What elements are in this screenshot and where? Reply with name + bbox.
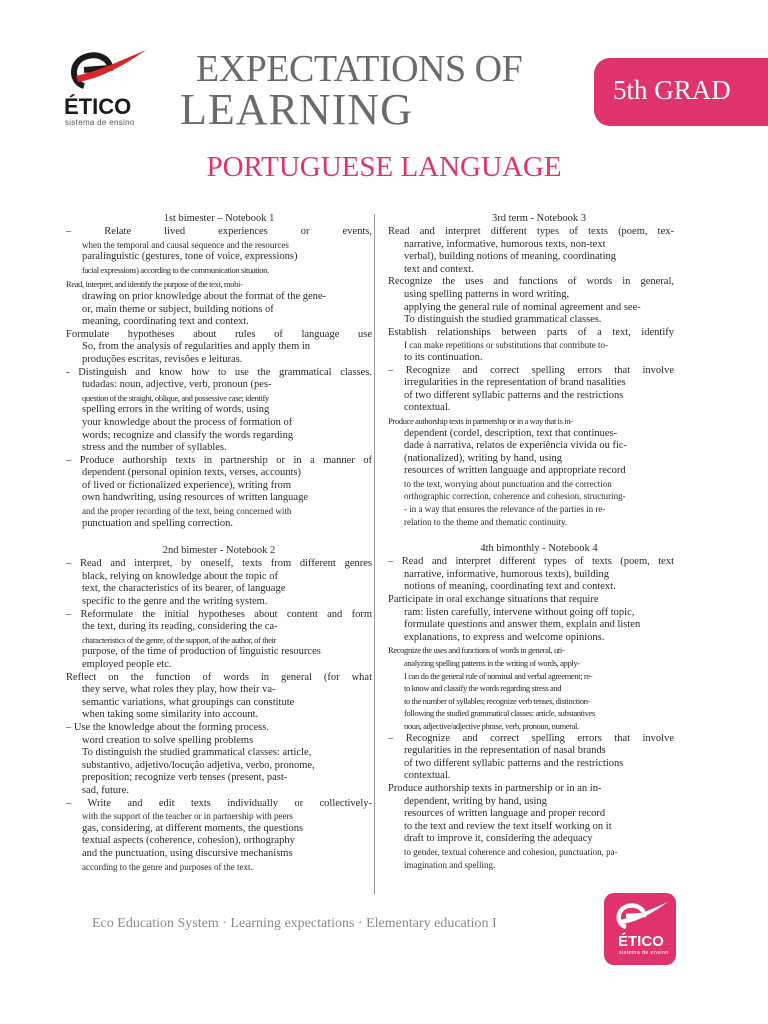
text-line: punctuation and spelling correction. (82, 517, 234, 529)
text-line: So, from the analysis of regularities and apply them in (82, 341, 311, 353)
text-line: – Produce authorship texts in partnership or in a manner of (66, 454, 372, 466)
text-line: specific to the genre and the writing system. (82, 596, 268, 608)
text-line: narrative, informative, humorous texts, non-text (404, 238, 606, 250)
logo-tagline: sistema de ensino (65, 118, 135, 127)
left-column (66, 212, 372, 887)
text-line: – Write and edit texts individually or collectively- (66, 797, 372, 809)
text-line: notions of meaning, coordinating text and context. (404, 581, 616, 593)
text-line: I can do the general rule of nominal and verbal agreement; re- (404, 670, 593, 681)
text-line: to its continuation. (404, 351, 483, 363)
text-line: semantic variations, what groupings can constitute (82, 696, 295, 708)
text-line: imagination and spelling. (404, 859, 496, 870)
text-line: noun, adjective/adjective phrase, verb, pronoun, numeral. (404, 720, 579, 731)
text-line: following the studied grammatical classes: article, substantives (404, 708, 595, 719)
text-line: with the support of the teacher or in partnership with peers (82, 811, 293, 822)
text-line: text and context. (404, 263, 474, 275)
text-line: To distinguish the studied grammatical classes. (404, 314, 602, 326)
text-line: Establish relationships between parts of a text, identify (388, 326, 674, 338)
text-line: (nationalized), writing by hand, using (404, 452, 563, 464)
text-line: Produce authorship texts in partnership or in a way that is in- (388, 415, 573, 426)
text-line: gas, considering, at different moments, the questions (82, 822, 304, 834)
text-line: when the temporal and causal sequence and the resources (82, 239, 289, 250)
text-line: – Reformulate the initial hypotheses about content and form (66, 608, 372, 620)
text-line: of two different syllabic patterns and the restrictions (404, 389, 624, 401)
text-line: dependent (cordel, description, text that continues- (404, 427, 618, 439)
text-line: narrative, informative, humorous texts), building (404, 568, 609, 580)
text-line: meaning, coordinating text and context. (82, 316, 249, 328)
text-line: employed people etc. (82, 659, 172, 670)
text-line: resources of written language and proper record (404, 808, 606, 820)
etico-logo (60, 46, 160, 126)
text-line: own handwriting, using resources of written language (82, 492, 308, 504)
text-line: when taking some similarity into account. (82, 709, 259, 721)
text-line: substantivo, adjetivo/locução adjetiva, verbo, pronome, (82, 759, 315, 771)
text-line: to the text, worrying about punctuation and the correction (404, 478, 612, 489)
text-line: ram: listen carefully, intervene without going off topic, (404, 606, 635, 618)
text-line: textual aspects (coherence, cohesion), orthography (82, 835, 295, 847)
text-line: dependent (personal opinion texts, verses, accounts) (82, 467, 301, 479)
text-line: Recognize the uses and functions of words in general, (388, 276, 674, 288)
text-line: Reflect on the function of words in general (for what (66, 671, 372, 683)
grade-label: 5th GRAD (613, 75, 731, 105)
text-line: analyzing spelling patterns in the writing of words, apply- (404, 658, 580, 668)
logo-wordmark: ÉTICO (618, 933, 664, 950)
text-line: produções escritas, revisões e leituras. (82, 353, 243, 365)
logo-wordmark: ÉTICO (64, 94, 132, 119)
text-line: text, the characteristics of its bearer, of language (82, 583, 286, 595)
text-line: word creation to solve spelling problems (82, 734, 254, 746)
text-line: question of the straight, oblique, and possessive case; identify (82, 392, 269, 403)
text-line: verbal), building notions of meaning, coordinating (404, 251, 616, 263)
text-line: – Recognize and correct spelling errors that involve (388, 364, 674, 376)
page-title-line2: LEARNING (180, 85, 413, 134)
grade-badge (594, 58, 768, 126)
text-line: dade à narrativa, relatos de experiência vivida ou fic- (404, 440, 628, 452)
text-line: tudadas: noun, adjective, verb, pronoun (pes- (82, 379, 272, 391)
text-line: relation to the theme and thematic continuity. (404, 516, 568, 527)
text-line: Read and interpret different types of texts (poem, tex- (388, 226, 674, 237)
section-title: 1st bimester – Notebook 1 (163, 213, 275, 224)
text-line: preposition; recognize verb tenses (present, past- (82, 772, 288, 784)
text-line: Participate in oral exchange situations that require (388, 594, 599, 606)
text-line: contextual. (404, 770, 451, 782)
text-line: to gender, textual coherence and cohesion, punctuation, pa- (404, 846, 618, 857)
page-title-line1: EXPECTATIONS OF (196, 48, 523, 90)
right-column (388, 212, 690, 885)
section-notebook-3 (388, 212, 690, 528)
text-line: – Read and interpret different types of texts (poem, text (388, 556, 674, 568)
text-line: – Recognize and correct spelling errors that involve (388, 732, 674, 744)
text-line: contextual. (404, 402, 451, 414)
footer-caption: Eco Education System · Learning expectations · Elementary education I (92, 916, 497, 931)
text-line: explanations, to express and welcome opinions. (404, 631, 605, 643)
section-notebook-1 (66, 212, 372, 530)
column-divider (374, 214, 375, 894)
text-line: words; recognize and classify the words regarding (82, 429, 294, 441)
section-title: 3rd term - Notebook 3 (492, 213, 586, 224)
text-line: Recognize the uses and functions of words in general, uti- (388, 645, 565, 656)
text-line: applying the general rule of nominal agreement and see- (404, 301, 641, 313)
text-line: facial expressions) according to the communication situation. (82, 264, 269, 275)
text-line: dependent, writing by hand, using (404, 795, 547, 807)
text-line: your knowledge about the process of formation of (82, 416, 293, 428)
text-line: regularities in the representation of nasal brands (404, 745, 606, 757)
text-line: black, relying on knowledge about the topic of (82, 570, 278, 582)
text-line: formulate questions and answer them, explain and listen (404, 619, 641, 631)
text-line: drawing on prior knowledge about the format of the gene- (82, 290, 327, 302)
text-line: Formulate hypotheses about rules of language use (66, 328, 372, 340)
text-line: spelling errors in the writing of words, using (82, 404, 270, 416)
text-line: of two different syllabic patterns and the restrictions (404, 757, 624, 769)
text-line: - Distinguish and know how to use the grammatical classes. (66, 366, 372, 378)
text-line: according to the genre and purposes of the text. (82, 861, 253, 872)
text-line: Read, interpret, and identify the purpose of the text, mobi- (66, 279, 243, 290)
section-notebook-4 (388, 542, 690, 871)
text-line: they serve, what roles they play, how their va- (82, 684, 276, 696)
text-line: – Read and interpret, by oneself, texts from different genres (66, 558, 372, 570)
text-line: draft to improve it, considering the adequacy (404, 833, 593, 845)
subject-heading: PORTUGUESE LANGUAGE (206, 151, 562, 183)
text-line: to the text and review the text itself working on it (404, 820, 612, 832)
text-line: orthographic correction, coherence and cohesion, structuring- (404, 491, 626, 502)
section-title: 4th bimonthly - Notebook 4 (480, 543, 598, 555)
text-line: I can make repetitions or substitutions that contribute to- (404, 340, 608, 351)
text-line: sad, future. (82, 784, 129, 796)
text-line: irregularities in the representation of brand nasalities (404, 377, 626, 389)
logo-tagline: sistema de ensino (619, 950, 669, 956)
text-line: Produce authorship texts in partnership or in an in- (388, 782, 602, 794)
text-line: and the punctuation, using discursive mechanisms (82, 847, 293, 859)
section-title: 2nd bimester - Notebook 2 (162, 545, 276, 557)
text-line: - in a way that ensures the relevance of the parties in re- (404, 504, 606, 515)
text-line: purpose, of the time of production of linguistic resources (82, 646, 321, 658)
logo-mark-icon (610, 899, 670, 935)
text-line: to the number of syllables; recognize verb tenses, distinction- (404, 695, 591, 706)
text-line: resources of written language and appropriate record (404, 465, 626, 477)
text-line: using spelling patterns in word writing, (404, 288, 570, 300)
text-line: characteristics of the genre, of the support, of the author, of their (82, 634, 276, 645)
text-line: To distinguish the studied grammatical classes: article, (82, 747, 312, 759)
text-line: – Relate lived experiences or events, (66, 226, 372, 237)
text-line: to know and classify the words regarding stress and (404, 683, 562, 694)
section-notebook-2 (66, 544, 372, 873)
text-line: or, main theme or subject, building notions of (82, 303, 274, 315)
text-line: the text, during its reading, considering the ca- (82, 621, 278, 633)
etico-footer-logo (604, 893, 676, 965)
text-line: of lived or fictionalized experience), writing from (82, 479, 292, 491)
text-line: paralinguistic (gestures, tone of voice, expressions) (82, 251, 298, 263)
text-line: and the proper recording of the text, being concerned with (82, 506, 292, 517)
text-line: stress and the number of syllables. (82, 442, 227, 454)
text-line: – Use the knowledge about the forming process. (66, 721, 269, 733)
